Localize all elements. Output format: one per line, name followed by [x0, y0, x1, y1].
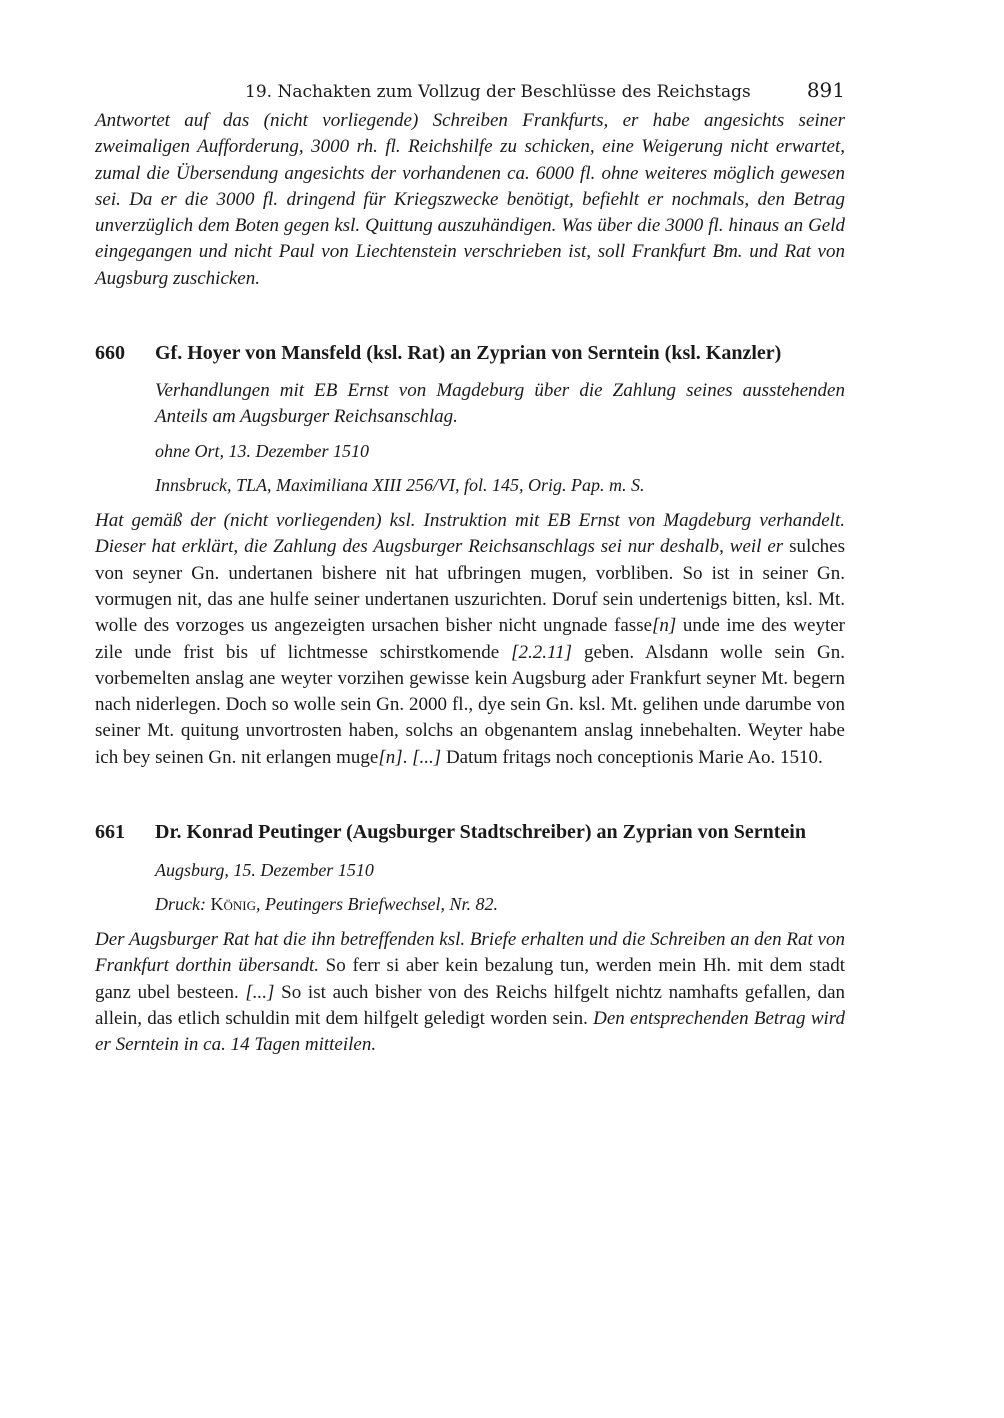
- entry-title: Dr. Konrad Peutinger (Augsburger Stadtschreiber) an Zyprian von Serntein: [155, 821, 806, 844]
- body-quote: .: [402, 746, 413, 768]
- source-author: König: [210, 894, 256, 915]
- intro-regest: Antwortet auf das (nicht vorliegende) Schreiben Frankfurts, er habe angesichts seiner zweimaligen Aufforderung, 3000 rh. fl. Reichshilfe zu schicken, eine Weigerung nicht erwartet, zumal die Übersendung angesichts der vorhandenen ca. 6000 fl. ohne weiteres möglich gewesen sei. Da er die 3000 fl. dringend für Kriegszwecke benötigt, befiehlt er nochmals, den Betrag unverzüglich dem Boten gegen ksl. Quittung auszuhändigen. Was über die 3000 fl. hinaus an Geld eingegangen und nicht Paul von Liechtenstein verschrieben ist, soll Frankfurt Bm. und Rat von Augsburg zuschicken.: [95, 110, 845, 289]
- entry-number: 660: [95, 342, 125, 365]
- entry-date: ohne Ort, 13. Dezember 1510: [155, 441, 369, 462]
- body-summary: Den entsprechenden Betrag wird er Serntein in ca. 14 Tagen mitteilen.: [95, 1007, 845, 1056]
- body-summary: Der Augsburger Rat hat die ihn betreffenden ksl. Briefe erhalten und die Schreiben an den Rat von Frankfurt dorthin übersandt.: [95, 929, 845, 977]
- entry-body: [95, 508, 845, 771]
- entry-661: [95, 819, 845, 1058]
- source-rest: , Peutingers Briefwechsel, Nr. 82.: [255, 894, 498, 915]
- entry-source: [155, 891, 845, 917]
- editorial-mark: [n]: [378, 746, 403, 768]
- entry-source: Innsbruck, TLA, Maximiliana XIII 256/VI, fol. 145, Orig. Pap. m. S.: [155, 475, 645, 496]
- running-head: [95, 78, 845, 108]
- body-quote: unde ime des weyter zile unde frist bis uf lichtmesse schirstkomende: [95, 615, 845, 663]
- editorial-date: [2.2.11]: [511, 641, 573, 663]
- body-quote: So ferr si aber kein bezalung tun, werden mein Hh. mit dem stadt ganz ubel besteen.: [95, 955, 845, 1003]
- body-quote: So ist auch bisher von des Reichs hilfgelt nichtz namhafts gefallen, dan allein, das etlich schuldin mit dem hilfgelt geledigt worden sein.: [95, 981, 845, 1029]
- entry-regest: Verhandlungen mit EB Ernst von Magdeburg über die Zahlung seines ausstehenden Anteils am Augsburger Reichsanschlag.: [155, 380, 845, 428]
- body-summary: Hat gemäß der (nicht vorliegenden) ksl. Instruktion mit EB Ernst von Magdeburg verhandelt. Dieser hat erklärt, die Zahlung des Augsburger Reichsanschlags sei nur deshalb, weil er: [95, 510, 845, 558]
- editorial-omission: [...]: [412, 746, 442, 768]
- body-quote: geben. Alsdann wolle sein Gn. vorbemelten anslag ane weyter vorzihen gewisse kein Augsburg ader Frankfurt seyner Mt. begern nach niderlegen. Doch so wolle sein Gn. 2000 fl., dye sein Gn. ksl. Mt. gelihen unde darumbe von seiner Mt. quitung unvortrosten haben, solchs an obgenantem anslag innebehalten. Weyter habe ich bey seinen Gn. nit erlangen muge: [95, 641, 845, 768]
- entry-body: [95, 927, 845, 1058]
- entry-title: Gf. Hoyer von Mansfeld (ksl. Rat) an Zyprian von Serntein (ksl. Kanzler): [155, 342, 782, 365]
- editorial-mark: [n]: [652, 615, 677, 637]
- body-quote: sulches von seyner Gn. undertanen bishere nit hat ufbringen mugen, vorbliben. So ist in seiner Gn. vormugen nit, das ane hulfe seiner undertanen uszurichten. Doruf sein undertenigs bitten, ksl. Mt. wolle des vorzoges us angezeigten ursachen bisher nicht ungnade fasse: [95, 536, 845, 637]
- source-prefix: Druck:: [155, 894, 211, 915]
- editorial-omission: [...]: [245, 981, 275, 1003]
- entry-660: [95, 340, 845, 771]
- entry-number: 661: [95, 821, 125, 844]
- running-head-title: 19. Nachakten zum Vollzug der Beschlüsse des Reichstags: [245, 82, 751, 102]
- body-quote: Datum fritags noch conceptionis Marie Ao. 1510.: [441, 746, 823, 768]
- page-number: 891: [806, 78, 845, 102]
- document-page: [95, 78, 845, 1059]
- entry-date: Augsburg, 15. Dezember 1510: [155, 860, 374, 881]
- entry-heading: [95, 819, 845, 845]
- entry-heading: [95, 340, 845, 366]
